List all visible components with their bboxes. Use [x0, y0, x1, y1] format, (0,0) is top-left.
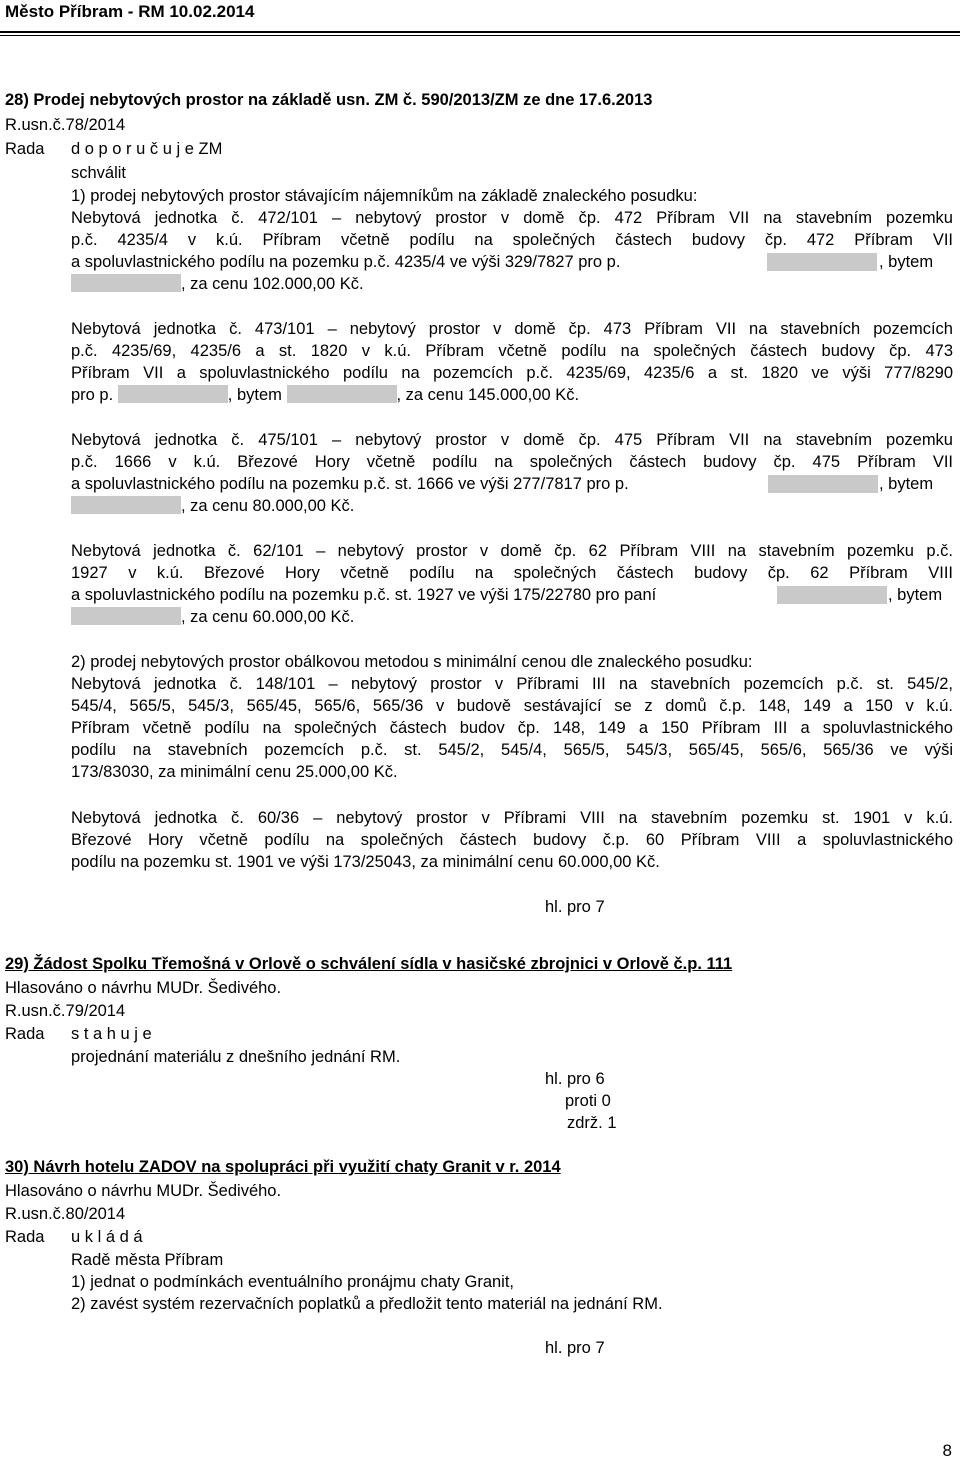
section-29-heading: 29) Žádost Spolku Třemošná v Orlově o schválení sídla v hasičské zbrojnici v Orlově č.p. 111	[5, 955, 733, 973]
section-30-item-2: 2) zavést systém rezervačních poplatků a předložit tento materiál na jednání RM.	[71, 1295, 663, 1313]
section-29-verb: s t a h u j e	[71, 1025, 152, 1043]
redacted-address	[71, 274, 181, 292]
section-30-verb: u k l á d á	[71, 1228, 143, 1246]
unit-62-line-3-text: a spoluvlastnického podílu na pozemku p.č. st. 1927 ve výši 175/22780 pro paní	[71, 586, 657, 604]
unit-473-line-1: Nebytová jednotka č. 473/101 – nebytový prostor v domě čp. 473 Příbram VII na stavebních pozemcích	[71, 320, 953, 338]
redacted-name	[777, 586, 887, 604]
unit-473-line-3: Příbram VII a spoluvlastnického podílu na pozemcích p.č. 4235/69, 4235/6 a st. 1820 ve výši 777/8290	[71, 364, 953, 382]
section-29-vote-for: hl. pro 6	[545, 1070, 605, 1088]
unit-475-bytem: , bytem	[879, 475, 934, 493]
section-29-rada: Rada	[5, 1025, 45, 1043]
unit-60-line-3: podílu na pozemku st. 1901 ve výši 173/25043, za minimální cenu 60.000,00 Kč.	[71, 853, 660, 871]
section-29-vote-against: proti 0	[565, 1092, 611, 1110]
header-divider	[0, 31, 960, 33]
unit-148-line-2: 545/4, 565/5, 545/3, 565/45, 565/6, 565/36 v budově sestávající se z domů č.p. 148, 149 a 150 v k.ú.	[71, 697, 953, 715]
unit-62-price: , za cenu 60.000,00 Kč.	[181, 608, 355, 626]
unit-148-line-4: podílu na stavebních pozemcích p.č. st. 545/2, 545/4, 565/5, 545/3, 565/45, 565/6, 565/36 ve výši	[71, 741, 953, 759]
unit-473-pro: pro p.	[71, 386, 114, 404]
section-28-vote: hl. pro 7	[545, 898, 605, 916]
section-30-vote: hl. pro 7	[545, 1339, 605, 1357]
page-number: 8	[942, 1441, 952, 1460]
unit-62-bytem: , bytem	[888, 586, 943, 604]
unit-472-line-4	[71, 273, 364, 296]
unit-475-line-1: Nebytová jednotka č. 475/101 – nebytový prostor v domě čp. 475 Příbram VII na stavebním pozemku	[71, 431, 953, 449]
unit-475-line-3	[71, 473, 629, 496]
redacted-name	[768, 475, 878, 493]
unit-62-line-2: 1927 v k.ú. Březové Hory včetně podílu na společných částech budovy čp. 62 Příbram VIII	[71, 564, 953, 582]
section-30-resolution-number: R.usn.č.80/2014	[5, 1205, 126, 1223]
section-29-text: projednání materiálu z dnešního jednání RM.	[71, 1048, 401, 1066]
redacted-address	[287, 385, 397, 403]
section-30-heading: 30) Návrh hotelu ZADOV na spolupráci při využití chaty Granit v r. 2014	[5, 1158, 561, 1176]
unit-62-line-3	[71, 584, 656, 607]
unit-473-line-4	[71, 384, 579, 407]
unit-148-line-1: Nebytová jednotka č. 148/101 – nebytový prostor v Příbrami III na stavebních pozemcích p.č. st. 545/2,	[71, 675, 953, 693]
section-29-vote-abstain: zdrž. 1	[567, 1114, 617, 1132]
unit-148-line-3: Příbram včetně podílu na společných částech budov čp. 148, 149 a 150 Příbram III a spoluvlastnického	[71, 719, 953, 737]
section-28-rada: Rada	[5, 140, 45, 158]
unit-472-line-3	[71, 251, 620, 274]
section-30-item-1: 1) jednat o podmínkách eventuálního pronájmu chaty Granit,	[71, 1273, 515, 1291]
unit-473-price: , za cenu 145.000,00 Kč.	[396, 386, 580, 404]
section-28-heading: 28) Prodej nebytových prostor na základě usn. ZM č. 590/2013/ZM ze dne 17.6.2013	[5, 91, 653, 109]
section-30-rada: Rada	[5, 1228, 45, 1246]
unit-475-price: , za cenu 80.000,00 Kč.	[181, 497, 355, 515]
section-28-item-1: 1) prodej nebytových prostor stávajícím nájemníkům na základě znaleckého posudku:	[71, 187, 698, 205]
page-header-title: Město Příbram - RM 10.02.2014	[5, 2, 255, 21]
section-29-resolution-number: R.usn.č.79/2014	[5, 1002, 126, 1020]
unit-472-bytem: , bytem	[879, 253, 934, 271]
unit-62-line-4	[71, 606, 354, 629]
unit-60-line-1: Nebytová jednotka č. 60/36 – nebytový prostor v Příbrami VIII na stavebním pozemku st. 1901 v k.ú.	[71, 809, 953, 827]
unit-148-line-5: 173/83030, za minimální cenu 25.000,00 Kč.	[71, 763, 398, 781]
unit-473-line-2: p.č. 4235/69, 4235/6 a st. 1820 v k.ú. Příbram včetně podílu na společných částech budovy čp. 473	[71, 342, 953, 360]
unit-472-line-2: p.č. 4235/4 v k.ú. Příbram včetně podílu na společných částech budovy čp. 472 Příbram VII	[71, 231, 953, 249]
unit-473-bytem: , bytem	[227, 386, 282, 404]
redacted-name	[767, 253, 877, 271]
unit-472-line-3-text: a spoluvlastnického podílu na pozemku p.č. 4235/4 ve výši 329/7827 pro p.	[71, 253, 621, 271]
section-30-addressee: Radě města Příbram	[71, 1251, 224, 1269]
unit-475-line-2: p.č. 1666 v k.ú. Březové Hory včetně podílu na společných částech budovy čp. 475 Příbram VII	[71, 453, 953, 471]
unit-472-price: , za cenu 102.000,00 Kč.	[181, 275, 364, 293]
unit-62-line-1: Nebytová jednotka č. 62/101 – nebytový prostor v domě čp. 62 Příbram VIII na stavebním pozemku p.č.	[71, 542, 953, 560]
section-28-verb: d o p o r u č u j e ZM	[71, 140, 223, 158]
section-30-voted-on: Hlasováno o návrhu MUDr. Šedivého.	[5, 1182, 282, 1200]
section-28-schvalit: schválit	[71, 164, 127, 182]
redacted-address	[71, 607, 181, 625]
section-29-voted-on: Hlasováno o návrhu MUDr. Šedivého.	[5, 979, 282, 997]
unit-60-line-2: Březové Hory včetně podílu na společných částech budovy č.p. 60 Příbram VIII a spoluvlastnického	[71, 831, 953, 849]
section-28-resolution-number: R.usn.č.78/2014	[5, 116, 126, 134]
section-28-item-2: 2) prodej nebytových prostor obálkovou metodou s minimální cenou dle znaleckého posudku:	[71, 653, 753, 671]
unit-472-line-1: Nebytová jednotka č. 472/101 – nebytový prostor v domě čp. 472 Příbram VII na stavebním pozemku	[71, 209, 953, 227]
header-divider-thin	[0, 35, 960, 36]
redacted-name	[118, 385, 228, 403]
unit-475-line-4	[71, 495, 354, 518]
redacted-address	[71, 496, 181, 514]
unit-475-line-3-text: a spoluvlastnického podílu na pozemku p.č. st. 1666 ve výši 277/7817 pro p.	[71, 475, 629, 493]
